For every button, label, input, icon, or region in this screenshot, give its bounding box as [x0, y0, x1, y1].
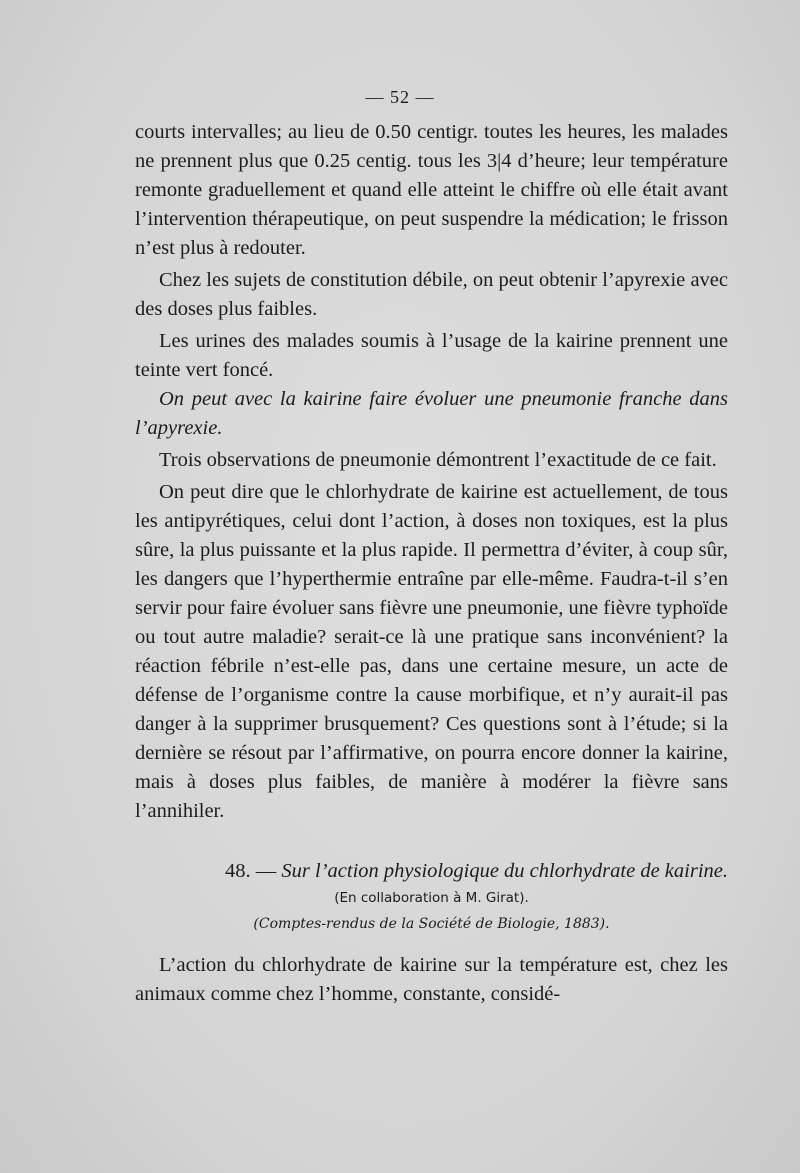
paragraph-continuation: courts intervalles; au lieu de 0.50 centigr. toutes les heures, les malades ne prennent plus que 0.25 centig. tous les 3|4 d’heure; leur température remonte graduellement et quand elle atteint le chiffre où elle était avant l’intervention thérapeutique, on peut suspendre la médication; le frisson n’est plus à redouter.	[135, 121, 728, 259]
page-number: — 52 —	[365, 87, 435, 107]
page-body	[135, 118, 728, 1009]
paragraph-closing: L’action du chlorhydrate de kairine sur la température est, chez les animaux comme chez l’homme, constante, considé-	[135, 954, 728, 1005]
paragraph-discussion: On peut dire que le chlorhydrate de kairine est actuellement, de tous les antipyrétiques, celui dont l’action, à doses non toxiques, est la plus sûre, la plus puissante et la plus rapide. Il permettra d’éviter, à coup sûr, les dangers que l’hyperthermie entraîne par elle-même. Faudra-t-il s’en servir pour faire évoluer sans fièvre une pneumonie, une fièvre typhoïde ou tout autre maladie? serait-ce là une pratique sans inconvénient? la réaction fébrile n’est-elle pas, dans une certaine mesure, un acte de défense de l’organisme contre la cause morbifique, et n’y aurait-il pas danger à la supprimer brusquement? Ces questions sont à l’étude; si la dernière se résout par l’affirmative, on pourra encore donner la kairine, mais à doses plus faibles, de manière à modérer la fièvre sans l’annihiler.	[135, 481, 728, 822]
section-48	[135, 857, 728, 937]
section-title: Sur l’action physiologique du chlorhydrate de kairine.	[281, 860, 728, 882]
paragraph-italic-claim: On peut avec la kairine faire évoluer une pneumonie franche dans l’apyrexie.	[135, 388, 728, 439]
paragraph-constitution: Chez les sujets de constitution débile, on peut obtenir l’apyrexie avec des doses plus faibles.	[135, 269, 728, 320]
section-heading	[135, 857, 728, 885]
section-number: 48. —	[225, 860, 277, 882]
paragraph-urines: Les urines des malades soumis à l’usage de la kairine prennent une teinte vert foncé.	[135, 330, 728, 381]
section-collaboration: (En collaboration à M. Girat).	[334, 890, 529, 906]
section-source: (Comptes-rendus de la Société de Biologie, 1883).	[253, 916, 610, 932]
paragraph-observations: Trois observations de pneumonie démontrent l’exactitude de ce fait.	[159, 449, 717, 471]
